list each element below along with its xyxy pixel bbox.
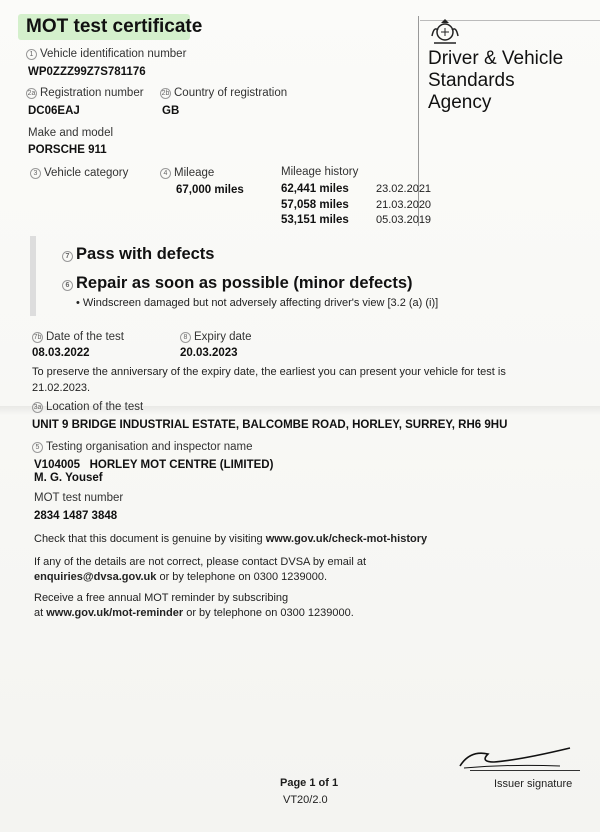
mileage-history-label: Mileage history xyxy=(281,166,359,178)
mileage-label xyxy=(160,167,214,179)
history-date-3: 05.03.2019 xyxy=(376,214,432,226)
org-label-text: Testing organisation and inspector name xyxy=(46,441,253,453)
page-number: Page 1 of 1 xyxy=(280,777,339,789)
earliest-date: 21.02.2023. xyxy=(32,382,91,394)
contact-line1: If any of the details are not correct, please contact DVSA by email at xyxy=(34,556,367,568)
dvsa-email: enquiries@dvsa.gov.uk xyxy=(34,571,157,583)
reminder-at: at xyxy=(34,607,47,619)
field-number: 7b xyxy=(33,334,42,341)
pass-result xyxy=(62,245,214,264)
country-label-text: Country of registration xyxy=(174,87,288,99)
history-date-1: 23.02.2021 xyxy=(376,183,432,195)
mileage-value: 67,000 miles xyxy=(176,184,244,196)
mot-reminder-link: www.gov.uk/mot-reminder xyxy=(46,607,184,619)
agency-line3: Agency xyxy=(428,92,492,113)
vin-label xyxy=(26,48,186,60)
field-number: 3a xyxy=(33,404,42,411)
test-date-label-text: Date of the test xyxy=(46,331,124,343)
genuine-text: Check that this document is genuine by visiting xyxy=(34,533,266,545)
royal-crest-icon xyxy=(428,16,462,46)
country-value: GB xyxy=(162,105,180,117)
test-date-value: 08.03.2022 xyxy=(32,347,90,359)
reminder-line2 xyxy=(34,607,354,619)
genuine-check xyxy=(34,533,427,545)
agency-name xyxy=(428,48,588,114)
mileage-label-text: Mileage xyxy=(174,167,215,179)
signature-line xyxy=(470,770,580,771)
result-marker-bar xyxy=(30,236,36,316)
category-label xyxy=(30,167,128,179)
reminder-phone: or by telephone on 0300 1239000. xyxy=(183,607,354,619)
reg-label xyxy=(26,87,144,99)
agency-line1: Driver & Vehicle xyxy=(428,48,564,69)
expiry-label-text: Expiry date xyxy=(194,331,252,343)
defect-item: • Windscreen damaged but not adversely affecting driver's view [3.2 (a) (i)] xyxy=(76,297,439,309)
location-label-text: Location of the test xyxy=(46,401,144,413)
issuer-signature-label: Issuer signature xyxy=(494,778,573,790)
history-miles-2: 57,058 miles xyxy=(281,199,349,211)
check-mot-link: www.gov.uk/check-mot-history xyxy=(265,533,428,545)
mot-number-label: MOT test number xyxy=(34,492,124,504)
certificate-title: MOT test certificate xyxy=(26,16,203,37)
form-code: VT20/2.0 xyxy=(283,794,328,806)
field-number: 2b xyxy=(161,90,170,97)
expiry-value: 20.03.2023 xyxy=(180,347,238,359)
reminder-line1: Receive a free annual MOT reminder by subscribing xyxy=(34,592,289,604)
vin-value: WP0ZZZ99Z7S781176 xyxy=(28,66,146,78)
org-label xyxy=(32,441,253,453)
country-label xyxy=(160,87,287,99)
field-number: 2a xyxy=(27,90,36,97)
vin-label-text: Vehicle identification number xyxy=(40,48,187,60)
reg-value: DC06EAJ xyxy=(28,105,80,117)
field-number: 7 xyxy=(62,251,73,262)
history-miles-3: 53,151 miles xyxy=(281,214,349,226)
history-date-2: 21.03.2020 xyxy=(376,199,432,211)
contact-phone: or by telephone on 0300 1239000. xyxy=(156,571,328,583)
field-number: 6 xyxy=(62,280,73,291)
location-value: UNIT 9 BRIDGE INDUSTRIAL ESTATE, BALCOMBE ROAD, HORLEY, SURREY, RH6 9HU xyxy=(32,419,508,431)
make-value: PORSCHE 911 xyxy=(28,144,107,156)
field-number: 8 xyxy=(180,332,191,343)
field-number: 4 xyxy=(160,168,171,179)
make-label: Make and model xyxy=(28,127,114,139)
reg-label-text: Registration number xyxy=(40,87,144,99)
history-miles-1: 62,441 miles xyxy=(281,183,349,195)
agency-line2: Standards xyxy=(428,70,515,91)
inspector-name: M. G. Yousef xyxy=(34,472,103,484)
mot-number-value: 2834 1487 3848 xyxy=(34,510,118,522)
anniversary-note: To preserve the anniversary of the expiry date, the earliest you can present your vehicle for test is xyxy=(32,366,506,378)
repair-heading xyxy=(62,274,413,293)
field-number: 1 xyxy=(26,49,37,60)
org-value: V104005 HORLEY MOT CENTRE (LIMITED) xyxy=(34,459,274,471)
location-label xyxy=(32,401,143,413)
issuer-signature-mark xyxy=(450,742,580,772)
pass-result-text: Pass with defects xyxy=(76,245,215,263)
field-number: 3 xyxy=(30,168,41,179)
category-label-text: Vehicle category xyxy=(44,167,129,179)
contact-line2 xyxy=(34,571,327,583)
repair-heading-text: Repair as soon as possible (minor defects) xyxy=(76,274,413,292)
field-number: 5 xyxy=(32,442,43,453)
test-date-label xyxy=(32,331,124,343)
expiry-label xyxy=(180,331,252,343)
